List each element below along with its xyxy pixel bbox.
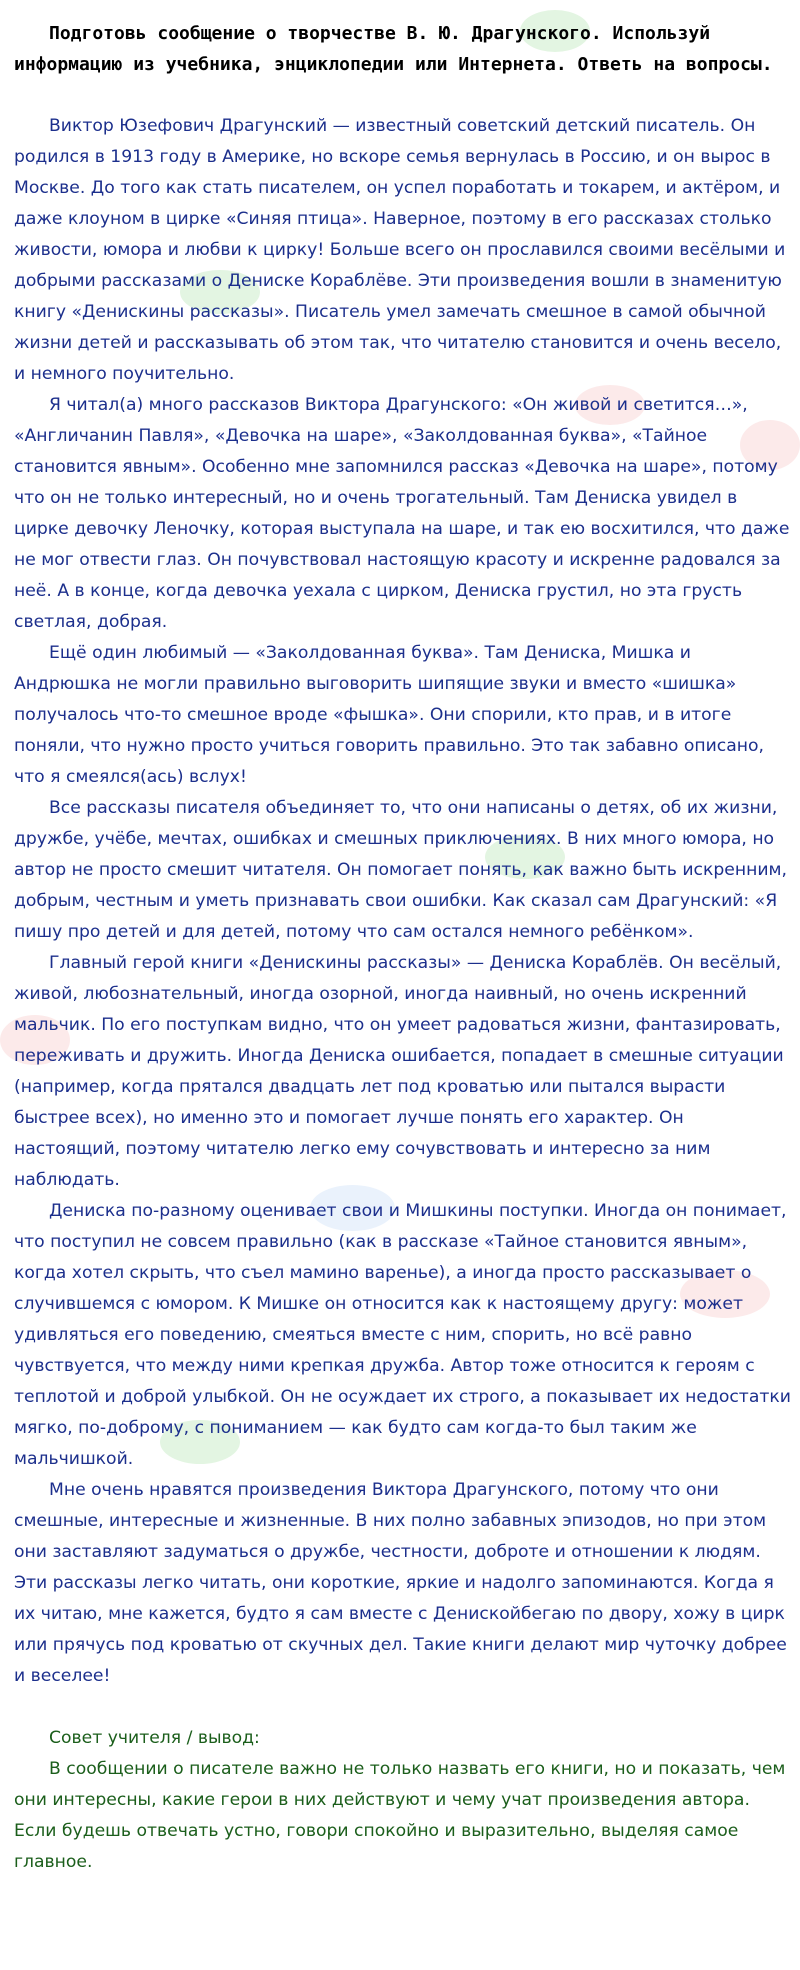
advice-title: Совет учителя / вывод:	[49, 1728, 260, 1748]
answer-block	[14, 111, 792, 1692]
answer-paragraph: Мне очень нравятся произведения Виктора Драгунского, потому что они смешные, интересные и жизненные. В них полно забавных эпизодов, но при этом они заставляют задуматься о дружбе, честности, доброте и отношении к людям. Эти рассказы легко читать, они короткие, яркие и надолго запоминаются. Когда я их читаю, мне кажется, будто я сам вместе с Денискойбегаю по двору, хожу в цирк или прячусь под кроватью от скучных дел. Такие книги делают мир чуточку добрее и веселее!	[14, 1480, 787, 1686]
answer-paragraph: Виктор Юзефович Драгунский — известный советский детский писатель. Он родился в 1913 году в Америке, но вскоре семья вернулась в Россию, и он вырос в Москве. До того как стать писателем, он успел поработать и токарем, и актёром, и даже клоуном в цирке «Синяя птица». Наверное, поэтому в его рассказах столько живости, юмора и любви к цирку! Больше всего он прославился своими весёлыми и добрыми рассказами о Дениске Кораблёве. Эти произведения вошли в знаменитую книгу «Денискины рассказы». Писатель умел замечать смешное в самой обычной жизни детей и рассказывать об этом так, что читателю становится и очень весело, и немного поучительно.	[14, 116, 786, 384]
teacher-advice	[14, 1723, 792, 1878]
task-text: Подготовь сообщение о творчестве В. Ю. Драгунского. Используй информацию из учебника, энциклопедии или Интернета. Ответь на вопросы.	[14, 23, 773, 75]
answer-paragraph: Дениска по-разному оценивает свои и Мишкины поступки. Иногда он понимает, что поступил не совсем правильно (как в рассказе «Тайное становится явным», когда хотел скрыть, что съел мамино варенье), а иногда просто рассказывает о случившемся с юмором. К Мишке он относится как к настоящему другу: может удивляться его поведению, смеяться вместе с ним, спорить, но всё равно чувствуется, что между ними крепкая дружба. Автор тоже относится к героям с теплотой и доброй улыбкой. Он не осуждает их строго, а показывает их недостатки мягко, по-доброму, с пониманием — как будто сам когда-то был таким же мальчишкой.	[14, 1201, 791, 1469]
answer-paragraph: Все рассказы писателя объединяет то, что они написаны о детях, об их жизни, дружбе, учёбе, мечтах, ошибках и смешных приключениях. В них много юмора, но автор не просто смешит читателя. Он помогает понять, как важно быть искренним, добрым, честным и уметь признавать свои ошибки. Как сказал сам Драгунский: «Я пишу про детей и для детей, потому что сам остался немного ребёнком».	[14, 798, 787, 942]
answer-paragraph: Ещё один любимый — «Заколдованная буква». Там Дениска, Мишка и Андрюшка не могли правильно выговорить шипящие звуки и вместо «шишка» получалось что-то смешное вроде «фышка». Они спорили, кто прав, и в итоге поняли, что нужно просто учиться говорить правильно. Это так забавно описано, что я смеялся(ась) вслух!	[14, 643, 764, 787]
advice-text: В сообщении о писателе важно не только назвать его книги, но и показать, чем они интересны, какие герои в них действуют и чему учат произведения автора. Если будешь отвечать устно, говори спокойно и выразительно, выделяя самое главное.	[14, 1759, 786, 1872]
answer-paragraph: Главный герой книги «Денискины рассказы» — Дениска Кораблёв. Он весёлый, живой, любознательный, иногда озорной, иногда наивный, но очень искренний мальчик. По его поступкам видно, что он умеет радоваться жизни, фантазировать, переживать и дружить. Иногда Дениска ошибается, попадает в смешные ситуации (например, когда прятался двадцать лет под кроватью или пытался вырасти быстрее всех), но именно это и помогает лучше понять его характер. Он настоящий, поэтому читателю легко ему сочувствовать и интересно за ним наблюдать.	[14, 953, 784, 1190]
answer-paragraph: Я читал(а) много рассказов Виктора Драгунского: «Он живой и светится…», «Англичанин Павля», «Девочка на шаре», «Заколдованная буква», «Тайное становится явным». Особенно мне запомнился рассказ «Девочка на шаре», потому что он не только интересный, но и очень трогательный. Там Дениска увидел в цирке девочку Леночку, которая выступала на шаре, и так ею восхитился, что даже не мог отвести глаз. Он почувствовал настоящую красоту и искренне радовался за неё. А в конце, когда девочка уехала с цирком, Дениска грустил, но эта грусть светлая, добрая.	[14, 395, 790, 632]
